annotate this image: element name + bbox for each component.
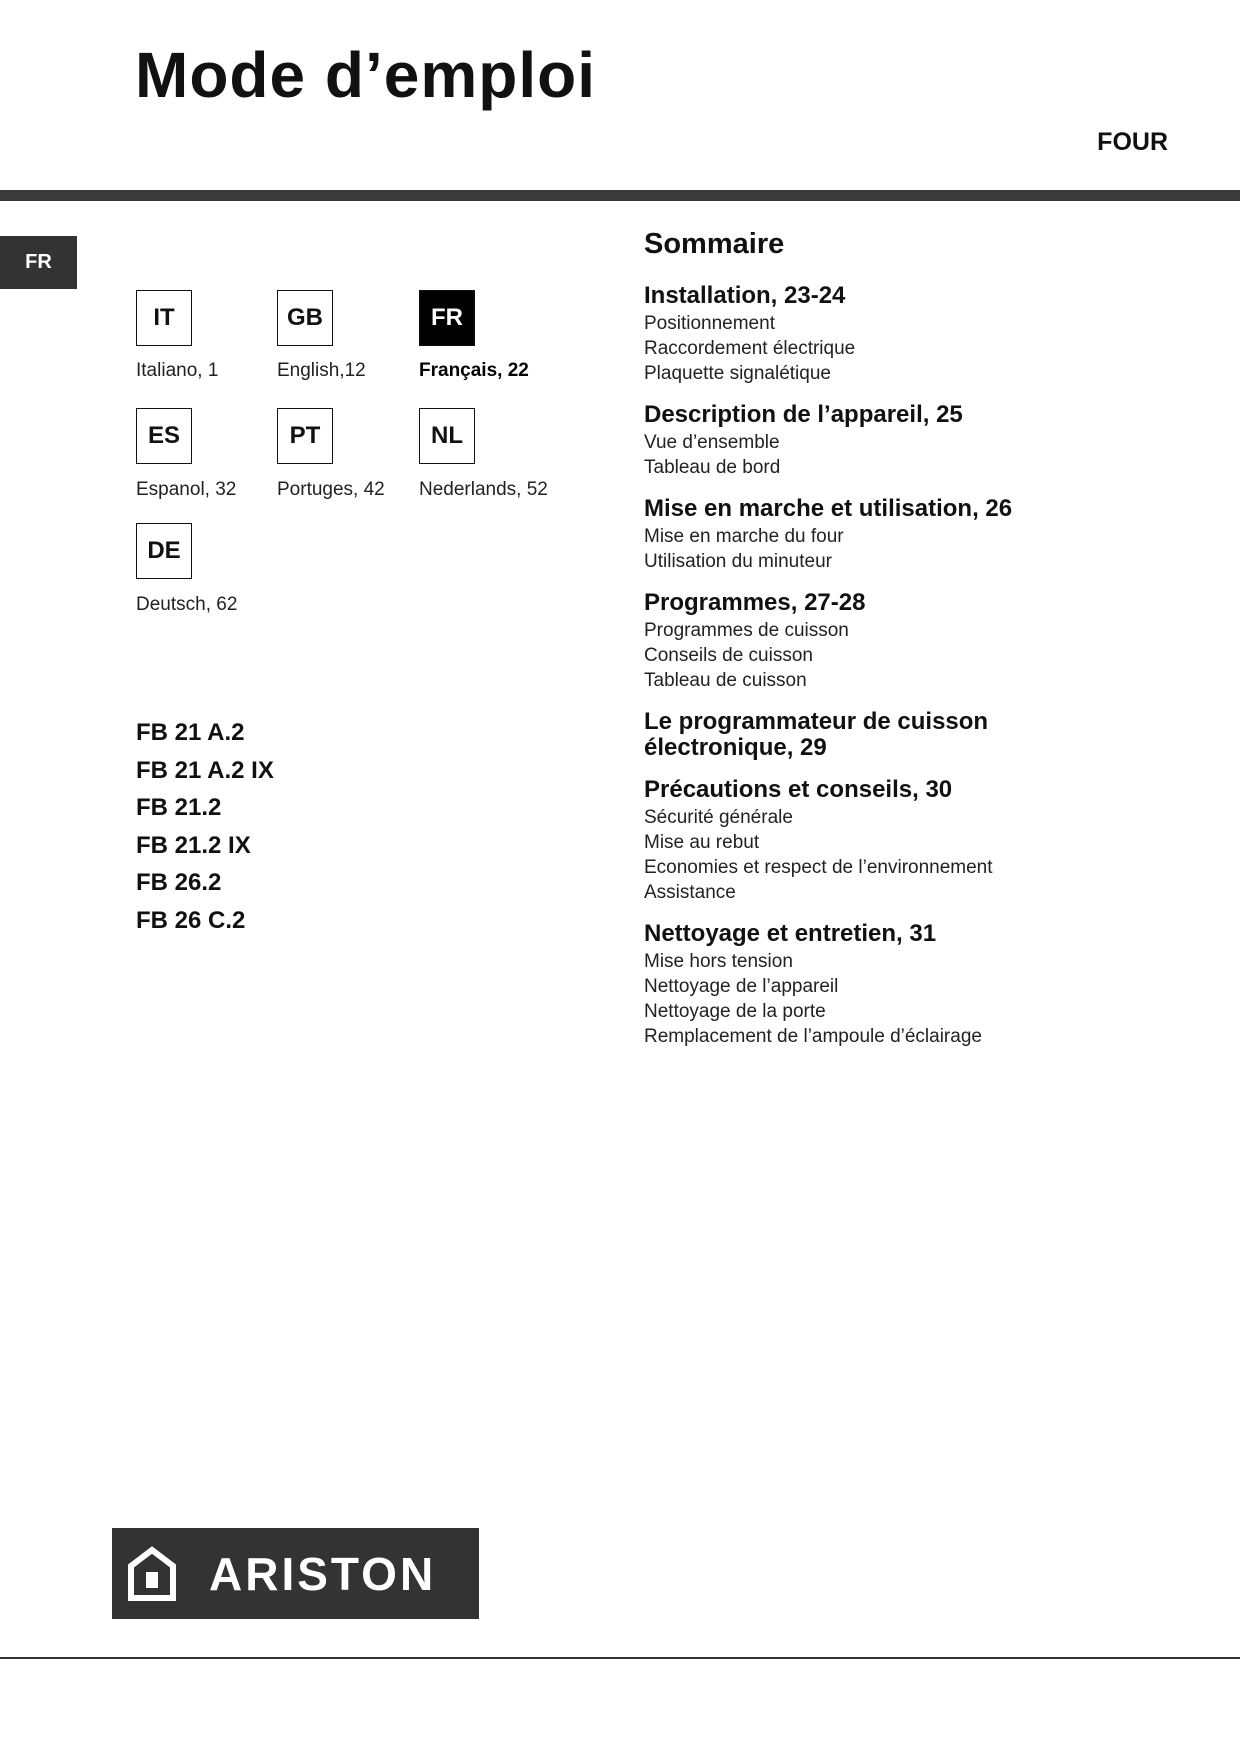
toc-item[interactable]: Tableau de cuisson [644,670,807,691]
language-code-it[interactable]: IT [136,290,192,346]
toc-item[interactable]: Conseils de cuisson [644,645,813,666]
toc-section-title[interactable]: Installation, 23-24 [644,282,846,309]
toc-item[interactable]: Programmes de cuisson [644,620,849,641]
toc-section-title[interactable]: Description de l’appareil, 25 [644,401,963,428]
language-code-nl[interactable]: NL [419,408,475,464]
toc-section [644,590,1204,693]
toc-section-title[interactable]: Programmes, 27-28 [644,589,866,616]
toc-section [644,709,1204,761]
toc-section-title[interactable]: Précautions et conseils, 30 [644,776,953,803]
model-item: FB 21.2 [136,794,222,821]
toc-section-title[interactable]: Le programmateur de cuisson électronique, 29 [644,708,989,761]
toc-section [644,496,1204,574]
toc-item[interactable]: Sécurité générale [644,807,793,828]
brand-name: ARISTON [209,1547,437,1600]
toc-item[interactable]: Tableau de bord [644,457,781,478]
toc-section [644,402,1204,480]
language-label-de[interactable]: Deutsch, 62 [136,594,238,615]
toc-item[interactable]: Plaquette signalétique [644,363,831,384]
toc-heading: Sommaire [644,228,785,260]
toc-item[interactable]: Remplacement de l’ampoule d’éclairage [644,1026,982,1047]
toc-item[interactable]: Assistance [644,882,736,903]
toc-section-title[interactable]: Mise en marche et utilisation, 26 [644,495,1013,522]
language-code-fr[interactable]: FR [419,290,475,346]
model-list [136,714,274,939]
toc-item[interactable]: Raccordement électrique [644,338,856,359]
document-subject: FOUR [1097,128,1168,156]
language-label-es[interactable]: Espanol, 32 [136,479,237,500]
language-code-de[interactable]: DE [136,523,192,579]
language-code-es[interactable]: ES [136,408,192,464]
toc-section [644,283,1204,386]
top-divider [0,190,1240,201]
language-code-pt[interactable]: PT [277,408,333,464]
model-item: FB 21 A.2 IX [136,756,274,784]
language-label-nl[interactable]: Nederlands, 52 [419,479,548,500]
language-label-fr[interactable]: Français, 22 [419,360,529,381]
house-logo-icon [127,1546,177,1602]
toc-item[interactable]: Utilisation du minuteur [644,551,832,572]
model-item: FB 26 C.2 [136,906,246,934]
toc-section-title[interactable]: Nettoyage et entretien, 31 [644,920,937,947]
language-label-pt[interactable]: Portuges, 42 [277,479,385,500]
toc-item[interactable]: Mise en marche du four [644,526,844,547]
toc-section [644,777,1204,905]
toc-item[interactable]: Economies et respect de l’environnement [644,857,993,878]
table-of-contents [644,228,1204,1065]
language-label-gb[interactable]: English,12 [277,360,366,381]
toc-item[interactable]: Nettoyage de l’appareil [644,976,839,997]
current-language-tab: FR [0,236,77,289]
toc-item[interactable]: Mise hors tension [644,951,793,972]
toc-item[interactable]: Vue d’ensemble [644,432,780,453]
bottom-divider [0,1657,1240,1659]
document-title: Mode d’emploi [135,39,596,111]
model-item: FB 21 A.2 [136,719,245,746]
toc-item[interactable]: Nettoyage de la porte [644,1001,826,1022]
model-item: FB 21.2 IX [136,831,251,859]
toc-section [644,921,1204,1049]
language-code-gb[interactable]: GB [277,290,333,346]
language-label-it[interactable]: Italiano, 1 [136,360,219,381]
toc-item[interactable]: Positionnement [644,313,775,334]
ariston-logo [112,1528,479,1619]
model-item: FB 26.2 [136,869,222,896]
toc-item[interactable]: Mise au rebut [644,832,760,853]
